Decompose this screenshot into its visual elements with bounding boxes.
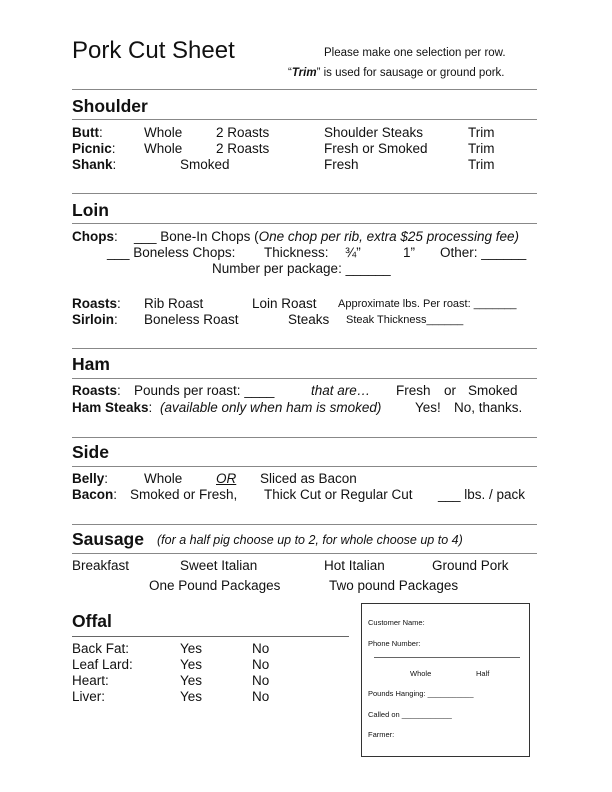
option-2-roasts[interactable]: 2 Roasts [216,141,270,156]
row-label-belly: Belly: [72,471,109,486]
option-no[interactable]: No [252,673,270,688]
divider [72,89,537,90]
option-breakfast[interactable]: Breakfast [72,558,130,573]
row-label-picnic: Picnic: [72,141,116,156]
option-yes[interactable]: Yes [180,657,203,672]
called-on-field[interactable]: Called on ____________ [368,710,452,719]
trim-note [288,67,505,79]
option-yes[interactable]: Yes! [415,400,441,415]
option-fresh[interactable]: Fresh [324,157,359,172]
option-boneless-roast[interactable]: Boneless Roast [144,312,239,327]
option-no[interactable]: No [252,689,270,704]
instruction-note: Please make one selection per row. [324,47,506,59]
divider [72,348,537,349]
row-label-liver: Liver: [72,689,106,704]
section-heading-ham: Ham [72,354,110,374]
option-steaks[interactable]: Steaks [288,312,330,327]
divider [72,466,537,467]
bone-in-chops[interactable]: ___ Bone-In Chops (One chop per rib, extra $25 processing fee) [134,229,519,244]
option-yes[interactable]: Yes [180,673,203,688]
option-sweet-italian[interactable]: Sweet Italian [180,558,258,573]
option-one-inch[interactable]: 1” [403,245,416,260]
row-label-ham-roasts: Roasts: [72,383,121,398]
divider [72,524,537,525]
section-heading-side: Side [72,442,109,462]
option-trim[interactable]: Trim [468,141,495,156]
divider [72,636,349,637]
ham-steaks-note: (available only when ham is smoked) [160,400,382,415]
steak-thickness-field[interactable]: Steak Thickness______ [346,314,464,326]
option-ground-pork[interactable]: Ground Pork [432,558,509,573]
option-whole[interactable]: Whole [410,669,432,678]
customer-name-field[interactable]: Customer Name: [368,618,425,627]
option-two-pound-packages[interactable]: Two pound Packages [329,578,459,593]
row-label-sirloin: Sirloin: [72,312,118,327]
option-half[interactable]: Half [476,669,490,678]
option-smoked-or-fresh[interactable]: Smoked or Fresh, [130,487,238,502]
option-smoked[interactable]: Smoked [468,383,518,398]
option-no[interactable]: No [252,641,270,656]
trim-note-open: “ [288,67,292,79]
trim-note-trim: Trim [291,67,317,79]
option-cut[interactable]: Thick Cut or Regular Cut [264,487,413,502]
divider [72,553,537,554]
that-are-label: that are… [311,383,371,398]
option-three-quarter-inch[interactable]: ¾” [345,245,361,260]
option-trim[interactable]: Trim [468,157,495,172]
page-title: Pork Cut Sheet [72,37,235,64]
option-fresh-or-smoked[interactable]: Fresh or Smoked [324,141,428,156]
row-label-heart: Heart: [72,673,109,688]
pounds-hanging-field[interactable]: Pounds Hanging: ___________ [368,689,474,698]
phone-number-field[interactable]: Phone Number: [368,639,421,648]
option-fresh[interactable]: Fresh [396,383,431,398]
section-heading-shoulder: Shoulder [72,96,148,116]
option-2-roasts[interactable]: 2 Roasts [216,125,270,140]
option-whole[interactable]: Whole [144,141,183,156]
section-heading-loin: Loin [72,200,109,220]
row-label-leaf-lard: Leaf Lard: [72,657,133,672]
option-yes[interactable]: Yes [180,641,203,656]
option-loin-roast[interactable]: Loin Roast [252,296,317,311]
divider [72,378,537,379]
pounds-per-roast-field[interactable]: Pounds per roast: ____ [134,383,275,398]
option-no[interactable]: No [252,657,270,672]
phone-underline [374,657,520,658]
row-label-chops: Chops: [72,229,118,244]
row-label-butt: Butt: [72,125,103,140]
option-one-pound-packages[interactable]: One Pound Packages [149,578,281,593]
customer-info-box [361,603,530,757]
option-whole[interactable]: Whole [144,125,183,140]
row-label-bacon: Bacon: [72,487,118,502]
row-label-roasts: Roasts: [72,296,121,311]
divider [72,437,537,438]
row-label-ham-steaks: Ham Steaks: [72,400,153,415]
option-trim[interactable]: Trim [468,125,495,140]
option-smoked[interactable]: Smoked [180,157,230,172]
section-heading-sausage: Sausage [72,529,144,549]
option-shoulder-steaks[interactable]: Shoulder Steaks [324,125,424,140]
option-no-thanks[interactable]: No, thanks. [454,400,523,415]
row-label-back-fat: Back Fat: [72,641,130,656]
option-sliced-as-bacon[interactable]: Sliced as Bacon [260,471,357,486]
option-whole[interactable]: Whole [144,471,183,486]
option-yes[interactable]: Yes [180,689,203,704]
row-label-shank: Shank: [72,157,117,172]
divider [72,119,537,120]
number-per-package-field[interactable]: Number per package: ______ [212,261,391,276]
boneless-chops[interactable]: ___ Boneless Chops: [107,245,236,260]
lbs-per-pack-field[interactable]: ___ lbs. / pack [438,487,526,502]
option-hot-italian[interactable]: Hot Italian [324,558,385,573]
or-label: OR [216,471,237,486]
farmer-field[interactable]: Farmer: [368,730,395,739]
option-rib-roast[interactable]: Rib Roast [144,296,204,311]
thickness-label: Thickness: [264,245,329,260]
trim-note-rest: ” is used for sausage or ground pork. [316,67,505,79]
or-label: or [444,383,457,398]
divider [72,223,537,224]
section-heading-offal: Offal [72,611,112,631]
sausage-note: (for a half pig choose up to 2, for whole choose up to 4) [157,533,463,547]
other-field[interactable]: Other: ______ [440,245,527,260]
divider [72,193,537,194]
approx-lbs-field[interactable]: Approximate lbs. Per roast: _______ [338,298,517,310]
